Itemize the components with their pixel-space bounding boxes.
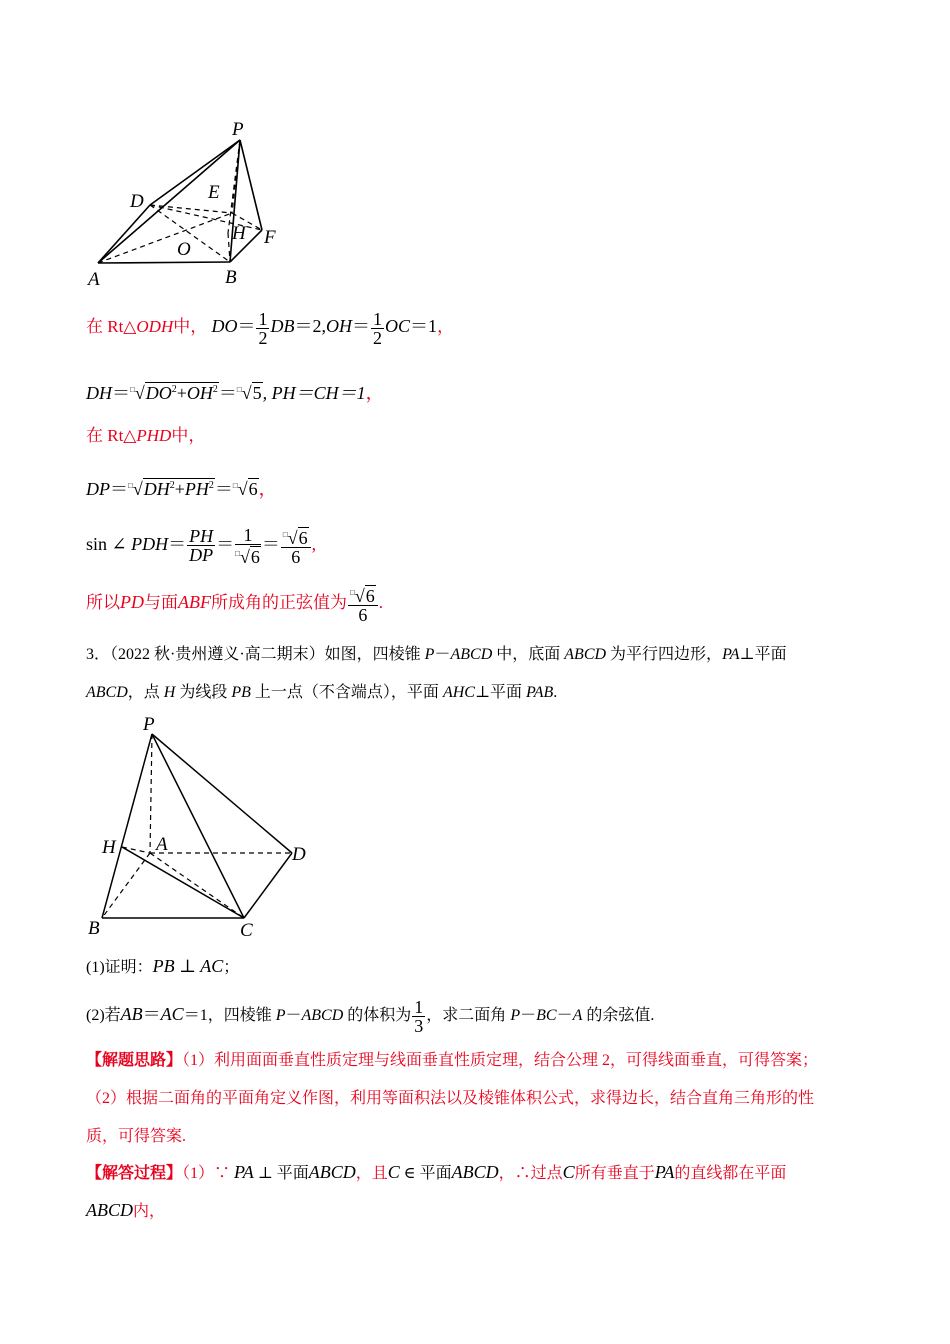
label-A: A	[156, 834, 168, 855]
label-D: D	[292, 844, 306, 865]
question-1: (1)证明：PB ⊥ AC；	[86, 956, 240, 976]
label-C: C	[240, 920, 253, 941]
solution-idea-line3: 质，可得答案.	[86, 1128, 187, 1145]
figure-pyramid-1	[80, 115, 300, 295]
label-A: A	[88, 269, 100, 290]
question-2: (2)若AB＝AC＝1，四棱锥 P－ABCD 的体积为 $\frac{1}{3}$ ，求二面角 P－BC－A 的余弦值.	[86, 996, 655, 1036]
problem-3-line2: ABCD，点 H 为线段 PB 上一点（不含端点），平面 AHC⊥平面 PAB.	[86, 684, 558, 701]
label-D: D	[130, 191, 144, 212]
problem-3-line1: 3．（2022 秋·贵州遵义·高二期末）如图，四棱锥 P－ABCD 中，底面 ABCD 为平行四边形，PA⊥平面	[86, 646, 787, 663]
label-O: O	[177, 239, 191, 260]
figure-pyramid-2	[80, 710, 330, 945]
solution-process-line2: ABCD内，	[86, 1200, 166, 1220]
solution-idea-line1: 【解题思路】（1）利用面面垂直性质定理与线面垂直性质定理，结合公理 2，可得线面垂直，可得答案；	[86, 1052, 819, 1069]
line-odh: 在 Rt△ODH中， DO＝ $\frac{1}{2}$ DB＝2,OH＝ $\frac{1}{2}$ OC＝1，	[86, 308, 454, 348]
label-E: E	[208, 182, 220, 203]
edge-PD	[152, 734, 292, 853]
edge-PF	[240, 140, 262, 230]
line-dp: $DP=^□√DH^2+PH^2=^□√6$，	[86, 479, 277, 499]
label-H: H	[232, 223, 246, 244]
edge-AB	[98, 262, 230, 263]
label-F: F	[264, 227, 276, 248]
edge-PB	[102, 734, 152, 918]
label-P: P	[143, 714, 155, 735]
line-dh: $DH=^□√DO^2+OH^2=^□√5$, PH＝CH＝1，	[86, 383, 384, 403]
edge-PD	[150, 140, 240, 205]
line-conclusion: 所以PD与面ABF所成角的正弦值为 $\frac{^□√6}{6}$ .	[86, 586, 383, 626]
solution-idea-line2: （2）根据二面角的平面角定义作图，利用等面积法以及棱锥体积公式，求得边长，结合直角三角形的性	[86, 1090, 815, 1107]
label-P: P	[232, 119, 244, 140]
edge-CD	[244, 853, 292, 918]
label-H: H	[102, 837, 116, 858]
line-sin: sin ∠ PDH＝ $\frac{PH}{DP}$ ＝ $\frac{1}{^□√6}$ ＝ $\frac{^□√6}{6}$ ,	[86, 524, 317, 567]
label-B: B	[88, 918, 100, 939]
line-phd: 在 Rt△PHD中，	[86, 426, 206, 445]
solution-process-line1: 【解答过程】（1）∵ PA ⊥ 平面ABCD，且C ∈ 平面ABCD，∴过点C所有垂直于PA的直线都在平面	[86, 1162, 787, 1182]
edge-DA	[98, 205, 150, 263]
label-B: B	[225, 267, 237, 288]
